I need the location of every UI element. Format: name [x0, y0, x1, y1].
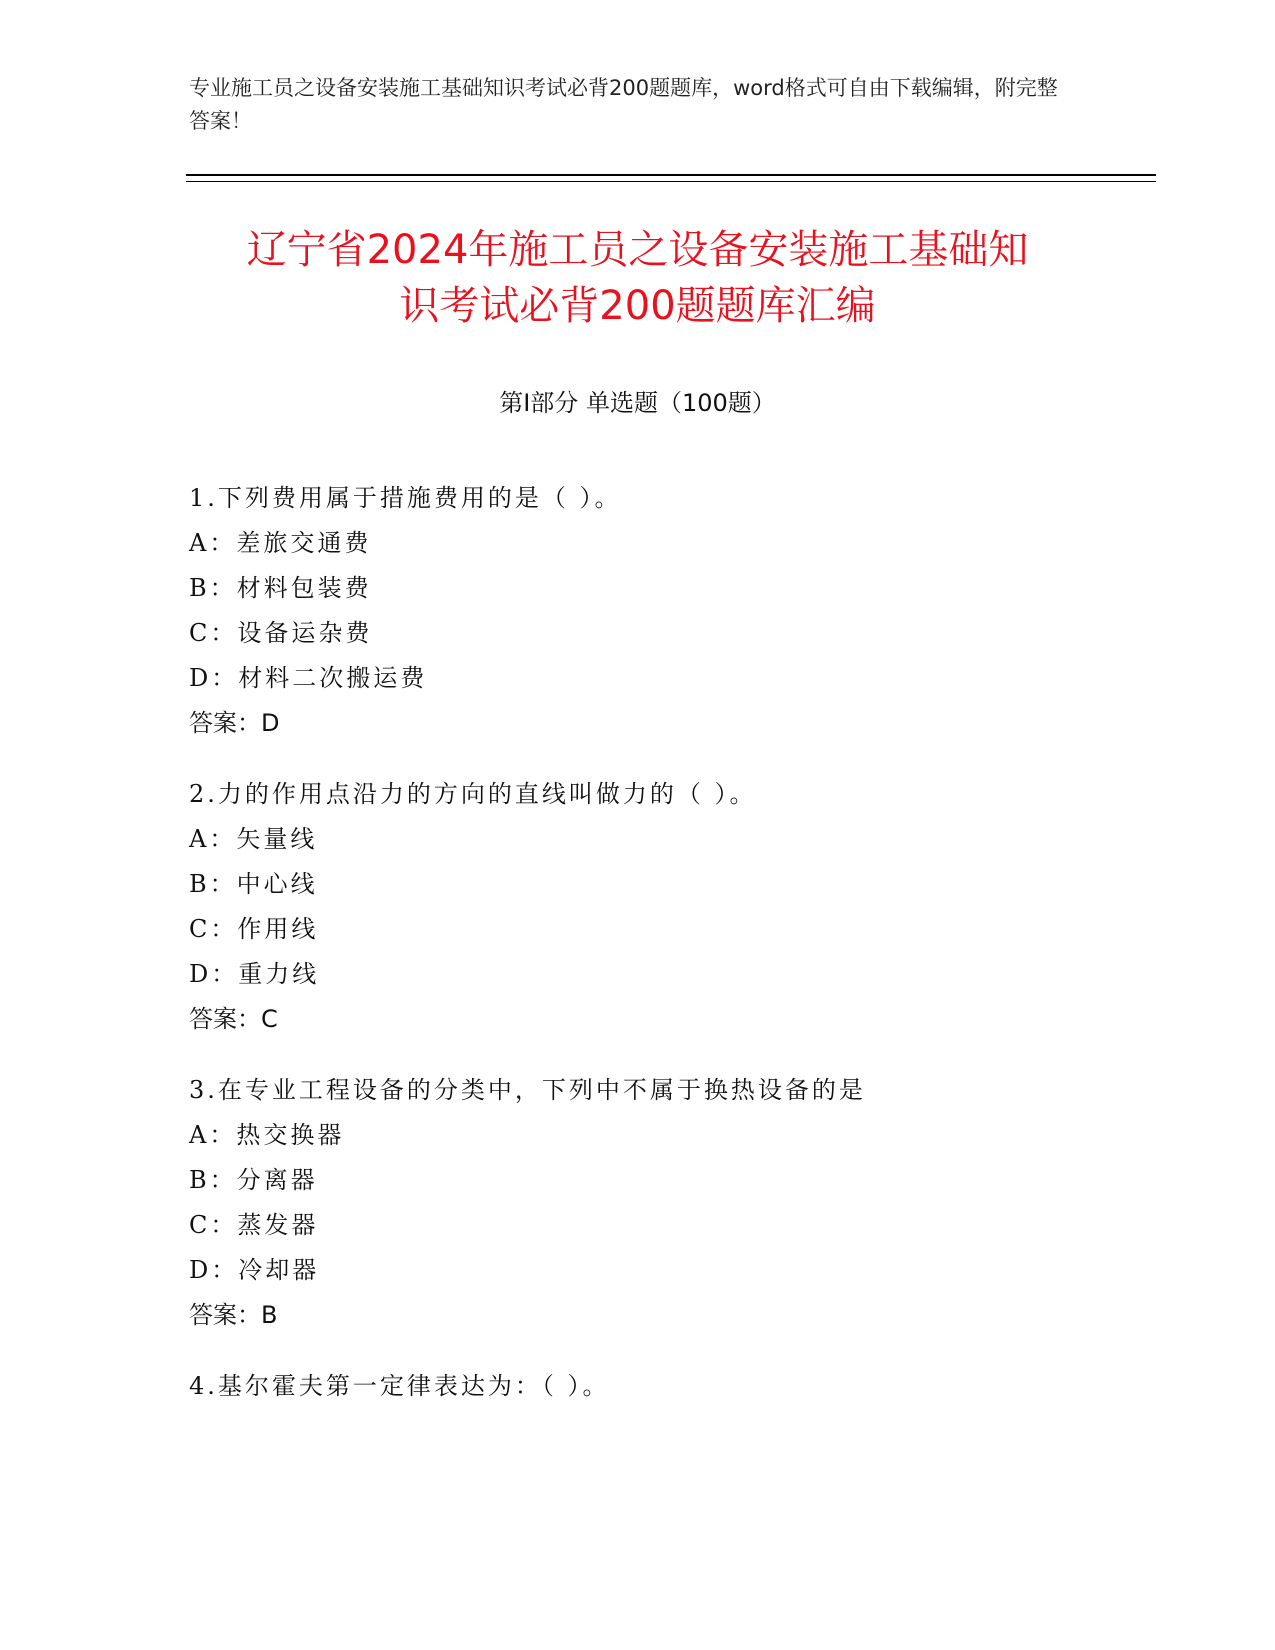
question-stem: 4.基尔霍夫第一定律表达为：（ ）。: [189, 1372, 610, 1400]
option-d: D：重力线: [189, 960, 320, 988]
question-4: [189, 1364, 1149, 1409]
answer: 答案：D: [189, 709, 280, 737]
question-list: [189, 476, 1149, 1435]
title-line-2: 识考试必背200题题库汇编: [399, 283, 876, 329]
option-a: A：差旅交通费: [189, 529, 372, 557]
question-stem: 2.力的作用点沿力的方向的直线叫做力的（ ）。: [189, 780, 757, 808]
option-b: B：材料包装费: [189, 574, 372, 602]
option-a: A：矢量线: [189, 825, 318, 853]
question-stem: 3.在专业工程设备的分类中，下列中不属于换热设备的是: [189, 1076, 866, 1104]
option-c: C：作用线: [189, 915, 319, 943]
option-d: D：材料二次搬运费: [189, 664, 428, 692]
option-b: B：分离器: [189, 1166, 318, 1194]
option-a: A：热交换器: [189, 1121, 345, 1149]
option-c: C：蒸发器: [189, 1211, 319, 1239]
question-stem: 1.下列费用属于措施费用的是（ ）。: [189, 484, 622, 512]
option-c: C：设备运杂费: [189, 619, 373, 647]
header-divider-thin: [186, 181, 1156, 182]
option-d: D：冷却器: [189, 1256, 320, 1284]
document-title: [150, 222, 1125, 334]
answer: 答案：B: [189, 1301, 278, 1329]
question-2: [189, 772, 1149, 1042]
question-1: [189, 476, 1149, 746]
answer: 答案：C: [189, 1005, 278, 1033]
question-3: [189, 1068, 1149, 1338]
section-heading: 第Ⅰ部分 单选题（100题）: [499, 389, 776, 417]
header-note: 专业施工员之设备安装施工基础知识考试必背200题题库，word格式可自由下载编辑，附完整答案！: [189, 76, 1058, 133]
option-b: B：中心线: [189, 870, 318, 898]
header-divider-thick: [186, 174, 1156, 176]
title-line-1: 辽宁省2024年施工员之设备安装施工基础知: [246, 227, 1029, 273]
